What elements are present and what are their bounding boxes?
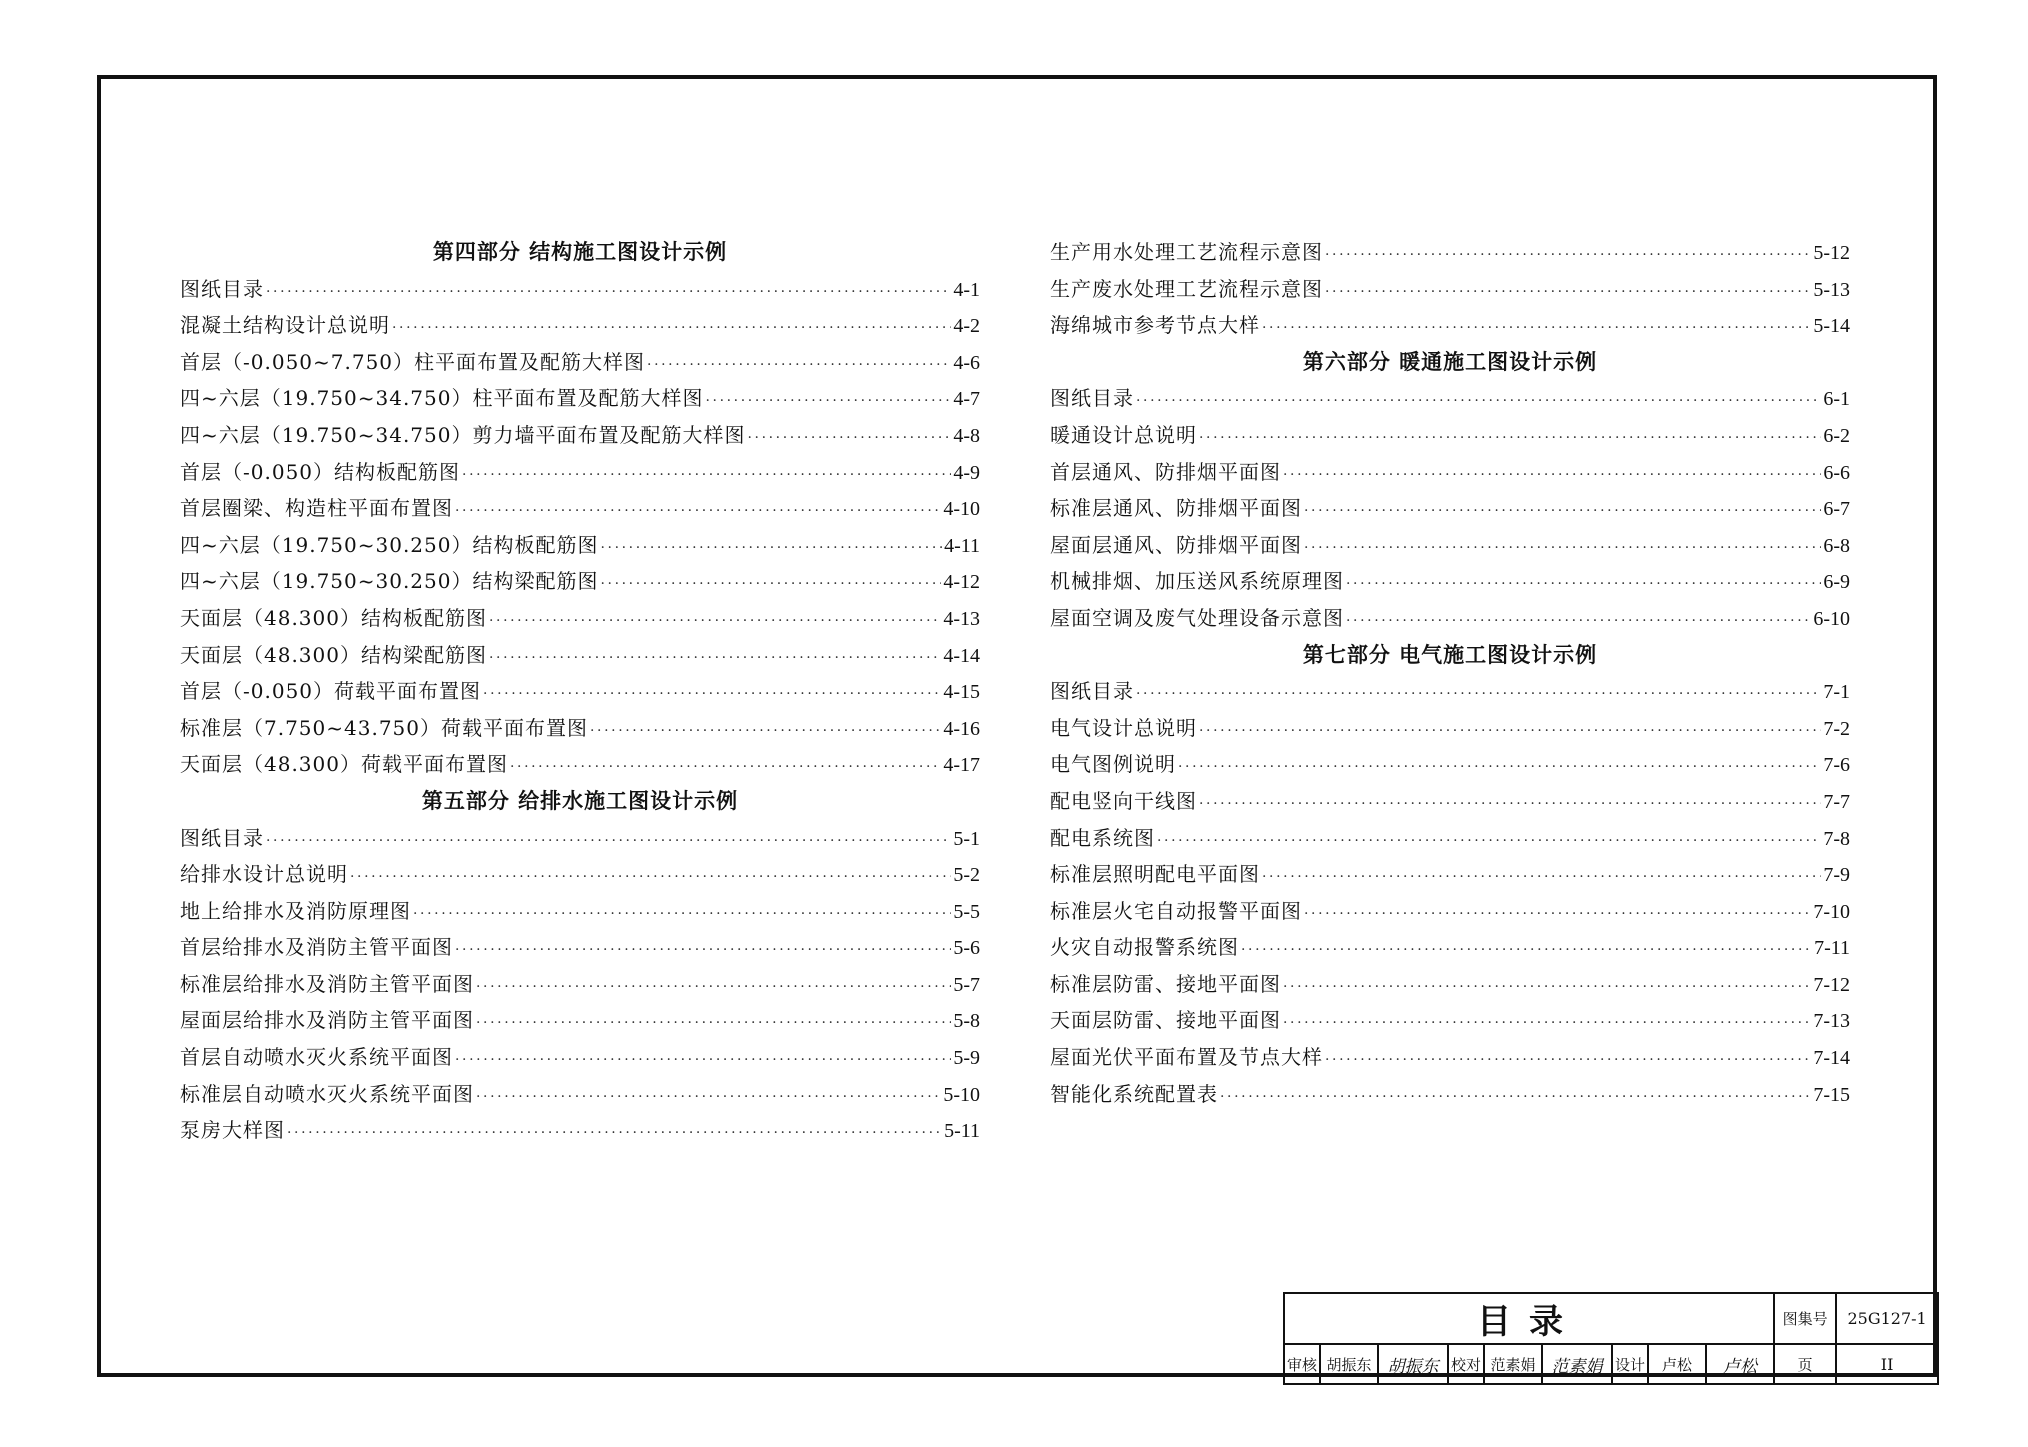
toc-entry-page: 7-7 (1823, 790, 1850, 813)
toc-entry-title: 地上给排水及消防原理图 (180, 898, 411, 923)
toc-entry-title: 标准层自动喷水灭火系统平面图 (180, 1081, 474, 1106)
toc-entry-page: 6-2 (1823, 424, 1850, 447)
toc-entry-title: 海绵城市参考节点大样 (1050, 313, 1260, 338)
dot-leader (1325, 234, 1811, 271)
toc-entry-page: 5-7 (953, 973, 980, 996)
toc-entry (1050, 454, 1850, 491)
toc-entry (180, 307, 980, 344)
dot-leader (1136, 673, 1821, 710)
toc-entry (1050, 600, 1850, 637)
toc-entry (180, 344, 980, 381)
toc-entry-page: 5-11 (944, 1120, 980, 1143)
dot-leader (1136, 380, 1821, 417)
toc-entry-title: 标准层（7.750~43.750）荷载平面布置图 (180, 715, 588, 740)
toc-entry (180, 1039, 980, 1076)
toc-entry (180, 563, 980, 600)
dot-leader (590, 710, 941, 747)
dot-leader (1199, 710, 1821, 747)
toc-entry (180, 1112, 980, 1149)
toc-entry-page: 4-11 (944, 534, 980, 557)
toc-entry-title: 配电系统图 (1050, 825, 1155, 850)
toc-entry (1050, 307, 1850, 344)
dot-leader (455, 1039, 951, 1076)
dot-leader (1262, 307, 1811, 344)
toc-entry-page: 5-5 (953, 900, 980, 923)
toc-entry (180, 417, 980, 454)
toc-entry (1050, 856, 1850, 893)
dot-leader (489, 600, 941, 637)
toc-entry (1050, 380, 1850, 417)
toc-entry (1050, 929, 1850, 966)
toc-entry-page: 7-15 (1813, 1083, 1850, 1106)
toc-entry-page: 4-6 (953, 351, 980, 374)
toc-entry-title: 天面层防雷、接地平面图 (1050, 1008, 1281, 1033)
toc-entry-title: 天面层（48.300）结构梁配筋图 (180, 642, 487, 667)
dot-leader (287, 1112, 942, 1149)
toc-entry-page: 7-14 (1813, 1047, 1850, 1070)
toc-entry-page: 4-8 (953, 424, 980, 447)
toc-entry-page: 4-12 (943, 571, 980, 594)
dot-leader (510, 746, 941, 783)
toc-entry-page: 5-6 (953, 937, 980, 960)
toc-entry-title: 机械排烟、加压送风系统原理图 (1050, 569, 1344, 594)
toc-entry-page: 7-1 (1823, 681, 1850, 704)
toc-entry-title: 首层给排水及消防主管平面图 (180, 935, 453, 960)
checker-signature: 范素娟 (1542, 1344, 1612, 1384)
toc-entry-page: 4-14 (943, 644, 980, 667)
toc-entry-page: 7-11 (1814, 937, 1850, 960)
toc-entry-page: 7-6 (1823, 754, 1850, 777)
toc-entry (1050, 820, 1850, 857)
toc-entry-title: 给排水设计总说明 (180, 862, 348, 887)
dot-leader (1283, 966, 1811, 1003)
page-label: 页 (1774, 1344, 1836, 1384)
toc-entry-title: 标准层照明配电平面图 (1050, 862, 1260, 887)
dot-leader (476, 1002, 951, 1039)
reviewer-name: 胡振东 (1320, 1344, 1378, 1384)
dot-leader (705, 380, 951, 417)
toc-entry-page: 5-13 (1813, 278, 1850, 301)
toc-entry (180, 1076, 980, 1113)
toc-entry (180, 710, 980, 747)
dot-leader (1325, 1039, 1811, 1076)
toc-entry-title: 天面层（48.300）荷载平面布置图 (180, 752, 508, 777)
toc-entry-title: 标准层通风、防排烟平面图 (1050, 496, 1302, 521)
atlas-number-label: 图集号 (1774, 1293, 1836, 1344)
toc-entry-title: 屋面层给排水及消防主管平面图 (180, 1008, 474, 1033)
toc-entry-page: 5-9 (953, 1047, 980, 1070)
dot-leader (476, 1076, 941, 1113)
toc-entry-title: 配电竖向干线图 (1050, 788, 1197, 813)
toc-entry-page: 6-9 (1823, 571, 1850, 594)
toc-entry-title: 火灾自动报警系统图 (1050, 935, 1239, 960)
toc-entry-title: 生产废水处理工艺流程示意图 (1050, 276, 1323, 301)
toc-entry (1050, 893, 1850, 930)
toc-entry-title: 暖通设计总说明 (1050, 422, 1197, 447)
toc-entry-page: 6-7 (1823, 498, 1850, 521)
check-label: 校对 (1448, 1344, 1484, 1384)
toc-entry-title: 图纸目录 (1050, 679, 1134, 704)
toc-entry (1050, 563, 1850, 600)
toc-entry-page: 5-12 (1813, 242, 1850, 264)
toc-entry (180, 527, 980, 564)
toc-entry-title: 四~六层（19.750~34.750）柱平面布置及配筋大样图 (180, 386, 704, 411)
toc-entry (180, 454, 980, 491)
dot-leader (455, 490, 941, 527)
toc-entry-title: 四~六层（19.750~34.750）剪力墙平面布置及配筋大样图 (180, 422, 746, 447)
atlas-number: 25G127-1 (1836, 1293, 1938, 1344)
dot-leader (266, 820, 951, 857)
toc-entry (1050, 417, 1850, 454)
dot-leader (266, 271, 951, 308)
toc-entry-page: 6-1 (1823, 388, 1850, 411)
toc-entry-title: 标准层给排水及消防主管平面图 (180, 971, 474, 996)
toc-entry (180, 929, 980, 966)
dot-leader (1220, 1076, 1811, 1113)
toc-entry-title: 屋面层通风、防排烟平面图 (1050, 532, 1302, 557)
toc-entry (180, 490, 980, 527)
toc-entry (180, 856, 980, 893)
dot-leader (1241, 929, 1812, 966)
section-heading: 第六部分 暖通施工图设计示例 (1302, 349, 1598, 374)
toc-entry (180, 637, 980, 674)
toc-entry-page: 4-17 (943, 754, 980, 777)
toc-entry (1050, 1076, 1850, 1113)
toc-entry-title: 首层（-0.050）荷载平面布置图 (180, 679, 482, 704)
dot-leader (1262, 856, 1821, 893)
toc-entry-page: 7-2 (1823, 717, 1850, 740)
dot-leader (392, 307, 951, 344)
toc-entry (1050, 673, 1850, 710)
dot-leader (1157, 820, 1821, 857)
dot-leader (462, 454, 951, 491)
toc-entry (180, 746, 980, 783)
toc-entry (1050, 1002, 1850, 1039)
toc-entry-title: 生产用水处理工艺流程示意图 (1050, 240, 1323, 264)
toc-entry-page: 4-7 (953, 388, 980, 411)
toc-entry-title: 首层（-0.050）结构板配筋图 (180, 459, 461, 484)
toc-entry-title: 电气设计总说明 (1050, 715, 1197, 740)
toc-entry (1050, 710, 1850, 747)
toc-entry-page: 7-12 (1813, 973, 1850, 996)
designer-name: 卢松 (1648, 1344, 1706, 1384)
toc-entry-title: 图纸目录 (1050, 386, 1134, 411)
dot-leader (483, 673, 941, 710)
toc-entry-page: 7-13 (1813, 1010, 1850, 1033)
toc-entry (1050, 234, 1850, 271)
toc-entry-title: 首层通风、防排烟平面图 (1050, 459, 1281, 484)
toc-entry-page: 4-15 (943, 681, 980, 704)
toc-entry (180, 673, 980, 710)
toc-entry-page: 7-10 (1813, 900, 1850, 923)
toc-entry (180, 1002, 980, 1039)
dot-leader (1304, 527, 1821, 564)
dot-leader (600, 527, 942, 564)
toc-entry (180, 966, 980, 1003)
toc-entry-page: 4-2 (953, 315, 980, 338)
toc-entry (1050, 1039, 1850, 1076)
dot-leader (489, 637, 941, 674)
toc-entry-page: 6-10 (1813, 607, 1850, 630)
toc-entry-title: 电气图例说明 (1050, 752, 1176, 777)
toc-entry-page: 5-10 (943, 1083, 980, 1106)
dot-leader (1283, 454, 1821, 491)
toc-entry-title: 标准层防雷、接地平面图 (1050, 971, 1281, 996)
toc-entry-title: 天面层（48.300）结构板配筋图 (180, 605, 487, 630)
toc-entry-page: 4-13 (943, 607, 980, 630)
dot-leader (600, 563, 941, 600)
toc-entry-title: 屋面空调及废气处理设备示意图 (1050, 605, 1344, 630)
dot-leader (1199, 417, 1821, 454)
toc-entry (1050, 746, 1850, 783)
page-number: II (1836, 1344, 1938, 1384)
toc-entry-page: 6-8 (1823, 534, 1850, 557)
toc-entry-title: 四~六层（19.750~30.250）结构梁配筋图 (180, 569, 599, 594)
section-heading: 第四部分 结构施工图设计示例 (432, 240, 728, 264)
dot-leader (1199, 783, 1821, 820)
section-heading: 第五部分 给排水施工图设计示例 (421, 788, 739, 813)
toc-entry (1050, 783, 1850, 820)
toc-right-column (1050, 234, 1850, 1112)
toc-entry (1050, 527, 1850, 564)
toc-entry-page: 4-9 (953, 461, 980, 484)
toc-entry-page: 5-2 (953, 864, 980, 887)
dot-leader (455, 929, 951, 966)
toc-entry-page: 7-8 (1823, 827, 1850, 850)
dot-leader (1304, 893, 1811, 930)
toc-entry-page: 4-16 (943, 717, 980, 740)
dot-leader (747, 417, 951, 454)
dot-leader (1304, 490, 1821, 527)
toc-entry (180, 380, 980, 417)
dot-leader (476, 966, 951, 1003)
toc-entry-page: 5-8 (953, 1010, 980, 1033)
design-label: 设计 (1612, 1344, 1648, 1384)
toc-entry-title: 智能化系统配置表 (1050, 1081, 1218, 1106)
toc-entry (1050, 271, 1850, 308)
dot-leader (350, 856, 951, 893)
title-block (1283, 1292, 1937, 1377)
dot-leader (1178, 746, 1821, 783)
toc-entry (180, 600, 980, 637)
checker-name: 范素娟 (1484, 1344, 1542, 1384)
toc-entry-title: 首层自动喷水灭火系统平面图 (180, 1045, 453, 1070)
dot-leader (1346, 563, 1821, 600)
toc-entry-title: 泵房大样图 (180, 1118, 285, 1143)
dot-leader (413, 893, 951, 930)
toc-entry-title: 四~六层（19.750~30.250）结构板配筋图 (180, 532, 599, 557)
toc-left-column (180, 234, 980, 1149)
toc-entry-title: 标准层火宅自动报警平面图 (1050, 898, 1302, 923)
toc-entry (180, 820, 980, 857)
dot-leader (1325, 271, 1811, 308)
toc-entry-page: 6-6 (1823, 461, 1850, 484)
toc-entry-title: 图纸目录 (180, 825, 264, 850)
toc-entry-title: 首层（-0.050~7.750）柱平面布置及配筋大样图 (180, 349, 646, 374)
toc-entry-title: 图纸目录 (180, 276, 264, 301)
toc-entry (180, 893, 980, 930)
title-block-title: 目录 (1284, 1293, 1774, 1344)
toc-entry (1050, 490, 1850, 527)
toc-entry-page: 4-1 (953, 278, 980, 301)
dot-leader (647, 344, 951, 381)
toc-entry-page: 5-1 (953, 827, 980, 850)
section-heading: 第七部分 电气施工图设计示例 (1302, 642, 1598, 667)
toc-entry-title: 首层圈梁、构造柱平面布置图 (180, 496, 453, 521)
toc-entry-title: 混凝土结构设计总说明 (180, 313, 390, 338)
toc-entry-page: 5-14 (1813, 315, 1850, 338)
designer-signature: 卢松 (1706, 1344, 1774, 1384)
dot-leader (1283, 1002, 1811, 1039)
dot-leader (1346, 600, 1811, 637)
toc-entry (180, 271, 980, 308)
toc-entry (1050, 966, 1850, 1003)
toc-entry-title: 屋面光伏平面布置及节点大样 (1050, 1045, 1323, 1070)
reviewer-signature: 胡振东 (1378, 1344, 1448, 1384)
review-label: 审核 (1284, 1344, 1320, 1384)
toc-entry-page: 4-10 (943, 498, 980, 521)
toc-entry-page: 7-9 (1823, 864, 1850, 887)
